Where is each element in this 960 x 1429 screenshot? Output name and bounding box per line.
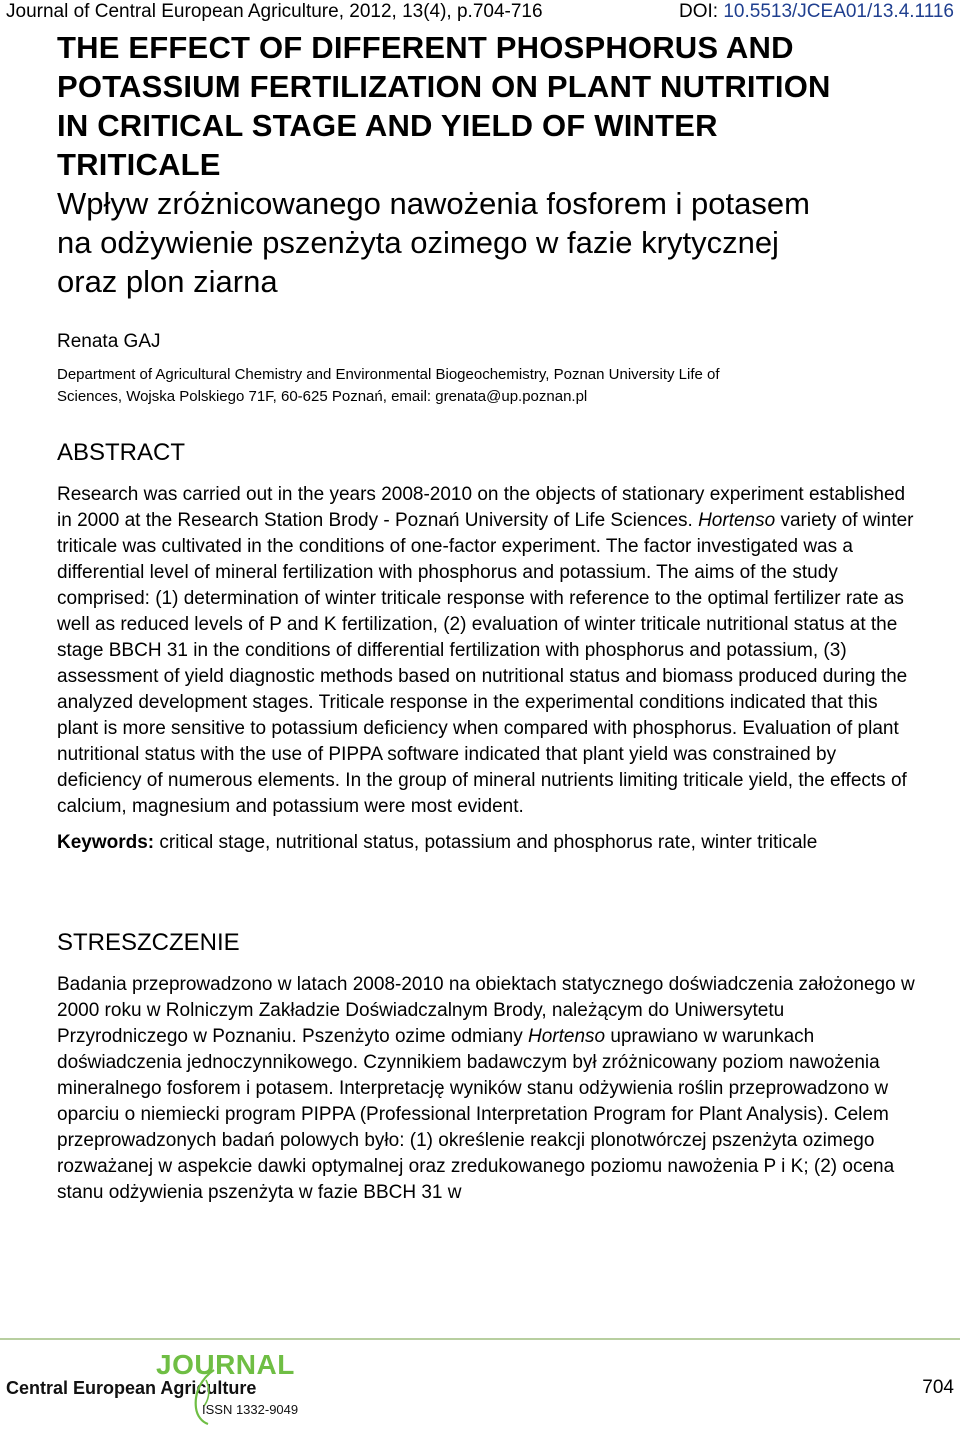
title-english-line: POTASSIUM FERTILIZATION ON PLANT NUTRITION: [57, 69, 831, 104]
streszczenie-heading: STRESZCZENIE: [57, 929, 240, 956]
title-english-line: TRITICALE: [57, 147, 221, 182]
abstract-variety: Hortenso: [698, 510, 776, 531]
title-polish-line: oraz plon ziarna: [57, 264, 278, 299]
logo-issn: ISSN 1332-9049: [202, 1402, 299, 1417]
footer-divider: [0, 1338, 960, 1340]
keywords-text: critical stage, nutritional status, potassium and phosphorus rate, winter triticale: [154, 832, 818, 853]
abstract-paragraph: [57, 482, 917, 820]
streszczenie-paragraph: [57, 972, 917, 1206]
streszczenie-text-part2: uprawiano w warunkach doświadczenia jednoczynnikowego. Czynnikiem badawczym był zróżnicowany poziom nawożenia mineralnego fosforem i potasem. Interpretację wyników stanu odżywienia roślin przeprowadzono w oparciu o niemiecki program PIPPA (Professional Interpretation Program for Plant Analysis). Celem przeprowadzonych badań polowych było: (1) określenie reakcji plonotwórczej pszenżyta ozimego rozważanej w aspekcie dawki optymalnej oraz zredukowanego poziomu nawożenia P i K; (2) ocena stanu odżywienia pszenżyta w fazie BBCH 31 w: [57, 1026, 895, 1203]
section-spacer: [57, 856, 917, 898]
author-affiliation: [57, 364, 917, 408]
logo-journal-name: Central European Agriculture: [6, 1378, 257, 1398]
title-english-line: IN CRITICAL STAGE AND YIELD OF WINTER: [57, 108, 718, 143]
doi[interactable]: [679, 0, 954, 24]
logo-journal-word: JOURNAL: [156, 1349, 295, 1380]
abstract-heading: ABSTRACT: [57, 439, 186, 466]
streszczenie-variety: Hortenso: [528, 1026, 606, 1047]
running-header: [6, 0, 954, 24]
author-name: Renata GAJ: [57, 331, 161, 352]
doi-value[interactable]: 10.5513/JCEA01/13.4.1116: [723, 1, 954, 22]
keywords-label: Keywords:: [57, 832, 155, 853]
article-body: [57, 24, 917, 1206]
title-polish: [57, 184, 917, 301]
title-polish-line: na odżywienie pszenżyta ozimego w fazie krytycznej: [57, 225, 779, 260]
abstract-text-part2: variety of winter triticale was cultivated in the conditions of one-factor experiment. The factor investigated was a differential level of mineral fertilization with phosphorus and potassium. The aims of the study comprised: (1) determination of winter triticale response with reference to the optimal fertilizer rate as well as reduced levels of P and K fertilization, (2) evaluation of winter triticale nutritional status at the stage BBCH 31 in the conditions of differential fertilization with phosphorus and potassium, (3) assessment of yield diagnostic methods based on nutritional status and biomass produced during the analyzed development stages. Triticale response in the experimental conditions indicated that this plant is more sensitive to potassium deficiency when compared with phosphorus. Evaluation of plant nutritional status with the use of PIPPA software indicated that plant yield was constrained by deficiency of numerous elements. In the group of mineral nutrients limiting triticale yield, the effects of calcium, magnesium and potassium were most evident.: [57, 510, 914, 817]
page-number: 704: [922, 1377, 954, 1398]
title-english: [57, 28, 917, 184]
affiliation-line: Department of Agricultural Chemistry and Environmental Biogeochemistry, Poznan University Life of: [57, 366, 720, 383]
title-polish-line: Wpływ zróżnicowanego nawożenia fosforem i potasem: [57, 186, 810, 221]
journal-logo: [6, 1350, 336, 1422]
affiliation-line: Sciences, Wojska Polskiego 71F, 60-625 Poznań, email: grenata@up.poznan.pl: [57, 388, 588, 405]
title-english-line: THE EFFECT OF DIFFERENT PHOSPHORUS AND: [57, 30, 794, 65]
keywords: [57, 830, 917, 856]
doi-label: DOI:: [679, 1, 719, 22]
journal-citation: Journal of Central European Agriculture, 2012, 13(4), p.704-716: [6, 1, 543, 22]
abstract-text-part1: Research was carried out in the years 2008-2010 on the objects of stationary experiment established in 2000 at the Research Station Brody - Poznań University of Life Sciences.: [57, 484, 906, 531]
streszczenie-text-part1: Badania przeprowadzono w latach 2008-2010 na obiektach statycznego doświadczenia założonego w 2000 roku w Rolniczym Zakładzie Doświadczalnym Brody, należącym do Uniwersytetu Przyrodniczego w Poznaniu. Pszenżyto ozime odmiany: [57, 974, 915, 1047]
